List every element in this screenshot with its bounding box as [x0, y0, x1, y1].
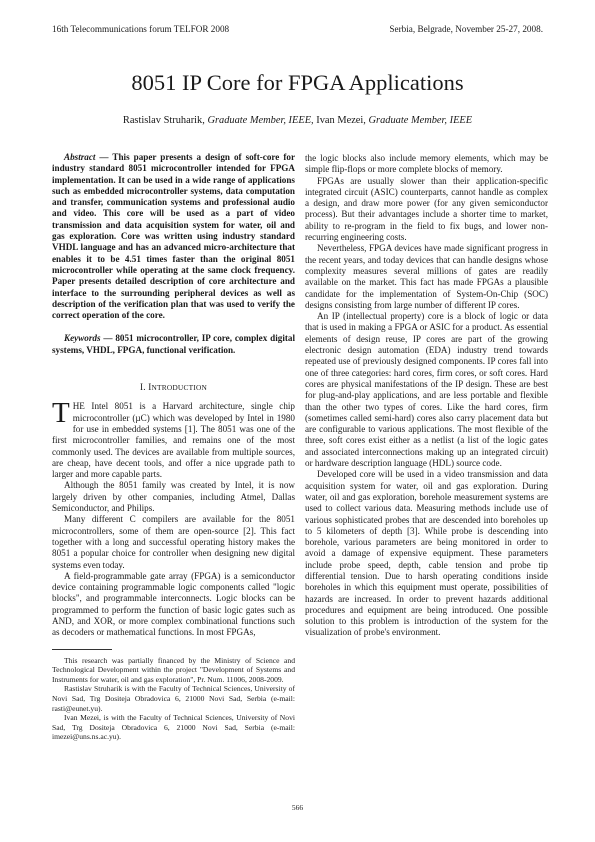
conference-name: 16th Telecommunications forum TELFOR 2008: [52, 24, 230, 34]
page-number: 566: [291, 803, 304, 812]
drop-cap: T: [52, 397, 70, 430]
section-heading-introduction: [52, 382, 295, 393]
paragraph: Nevertheless, FPGA devices have made significant progress in the recent years, and today devices that can handle designs whose complexity measures several millions of gates are readily available on the market. This fact has made FPGAs a plausible candidate for the implementation of System-On-Chip (SOC) designs consisting from large number of different IP cores.: [305, 243, 548, 310]
section-title-rest: NTRODUCTION: [151, 383, 208, 393]
footnote-author-2: Ivan Mezei, is with the Faculty of Technical Sciences, University of Novi Sad, Trg Dositeja Obradovica 6, 21000 Novi Sad, Serbia (e-mail: imezei@uns.ns.ac.yu).: [52, 713, 295, 742]
paragraph: Developed core will be used in a video transmission and data acquisition system for water, oil and gas exploration. During water, oil and gas exploration, borehole measurement systems are used to collect various data. Measuring methods include use of various sophisticated probes that are descended into boreholes up to 5 kilometers of depth [3]. While probe is descending into borehole, various parameters are being monitored in order to avoid a damage of expensive equipment. These parameters include probe speed, depth, cable tension and probe tip differential tension. Due to harsh operating conditions inside boreholes in which this equipment must operate, possibilities of hazards are increased. In order to prevent hazards additional procedures and equipment are being introduced. One possible solution to this problem is introduction of the system for the visualization of probe's environment.: [305, 469, 548, 638]
author-name: Ivan Mezei,: [316, 115, 366, 126]
paragraph: [52, 397, 295, 480]
conference-location-date: Serbia, Belgrade, November 25-27, 2008.: [389, 24, 543, 34]
left-column: [52, 152, 295, 742]
author-role: Graduate Member, IEEE,: [207, 115, 314, 126]
paragraph: An IP (intellectual property) core is a block of logic or data that is used in making a FPGA or ASIC for a product. As essential elements of design reuse, IP cores are part of the growing electronic design automation (EDA) industry trend towards repeated use of previously designed components. IP cores fall into one of three categories: hard cores, firm cores, or soft cores. Hard cores are physical manifestations of the IP design. These are best for plug-and-play applications, and are less portable and flexible than the other two types of cores. Like the hard cores, firm (sometimes called semi-hard) cores also carry placement data but are configurable to various applications. The most flexible of the three, soft cores exist either as a netlist (a list of the logic gates and associated interconnections making up an integrated circuit) or hardware description language (HDL) source code.: [305, 311, 548, 469]
abstract: [52, 152, 295, 321]
keywords-label: Keywords: [64, 333, 101, 344]
section-numeral: I.: [139, 382, 146, 393]
abstract-label: Abstract: [64, 152, 96, 162]
footnote-rule: [52, 649, 112, 650]
keywords-text: — 8051 microcontroller, IP core, complex digital systems, VHDL, FPGA, functional verification.: [52, 333, 295, 355]
paragraph: the logic blocks also include memory elements, which may be simple flip-flops or more complete blocks of memory.: [305, 153, 548, 175]
right-column: [305, 153, 548, 639]
author-line: [0, 115, 595, 126]
paragraph: A field-programmable gate array (FPGA) is a semiconductor device containing programmable logic components called "logic blocks", and programmable interconnects. Logic blocks can be programmed to perform the function of basic logic gates such as AND, and XOR, or more complex combinational functions such as decoders or mathematical functions. In most FPGAs,: [52, 570, 295, 638]
footnote-author-1: Rastislav Struharik is with the Faculty of Technical Sciences, University of Novi Sad, Trg Dositeja Obradovica 6, 21000 Novi Sad, Serbia (e-mail: rasti@eunet.yu).: [52, 684, 295, 713]
keywords: [52, 333, 295, 356]
abstract-text: — This paper presents a design of soft-core for industry standard 8051 microcontroller intended for FPGA implementation. It can be used in a wide range of applications such as embedded microcontroller systems, data computation and transfer, communication systems and professional audio and video. This core will be used as a part of video transmission and data acquisition system for water, oil and gas exploration. Core was written using industry standard VHDL language and has an advanced micro-architecture that enables it to be 4.51 times faster than the original 8051 microcontroller while operating at the same clock frequency. Paper presents detailed description of core architecture and interface to the surrounding peripheral devices as well as description of the verification plan that was used to verify the correct operation of the core.: [52, 152, 295, 321]
footnote-funding: This research was partially financed by the Ministry of Science and Technological Development within the project "Development of Systems and Instruments for water, oil and gas exploration", Pr. Num. 11006, 2008-2009.: [52, 655, 295, 684]
paragraph: Many different C compilers are available for the 8051 microcontrollers, some of them are open-source [2]. This fact together with a long and successful operating history makes the 8051 a popular choice for controller when designing new digital systems even today.: [52, 514, 295, 570]
paragraph: Although the 8051 family was created by Intel, it is now largely driven by other companies, including Atmel, Dallas Semiconductor, and Philips.: [52, 480, 295, 514]
paragraph-text: HE Intel 8051 is a Harvard architecture, single chip microcontroller (µC) which was developed by Intel in 1980 for use in embedded systems [1]. The 8051 was one of the first microcontroller families, and remains one of the most commonly used. The devices are available from multiple sources, are cheap, have decent tools, and offer a nice upgrade path to larger and more capable parts.: [52, 401, 295, 480]
author-role: Graduate Member, IEEE: [368, 115, 473, 126]
running-header: [52, 24, 543, 36]
section-title-initial: I: [148, 382, 152, 393]
paper-title: 8051 IP Core for FPGA Applications: [131, 70, 464, 95]
author-name: Rastislav Struharik,: [122, 115, 205, 126]
paragraph: FPGAs are usually slower than their application-specific integrated circuit (ASIC) counterparts, cannot handle as complex a design, and draw more power (for any given semiconductor process). But their advantages include a shorter time to market, ability to re-program in the field to fix bugs, and lower non-recurring engineering costs.: [305, 175, 548, 243]
